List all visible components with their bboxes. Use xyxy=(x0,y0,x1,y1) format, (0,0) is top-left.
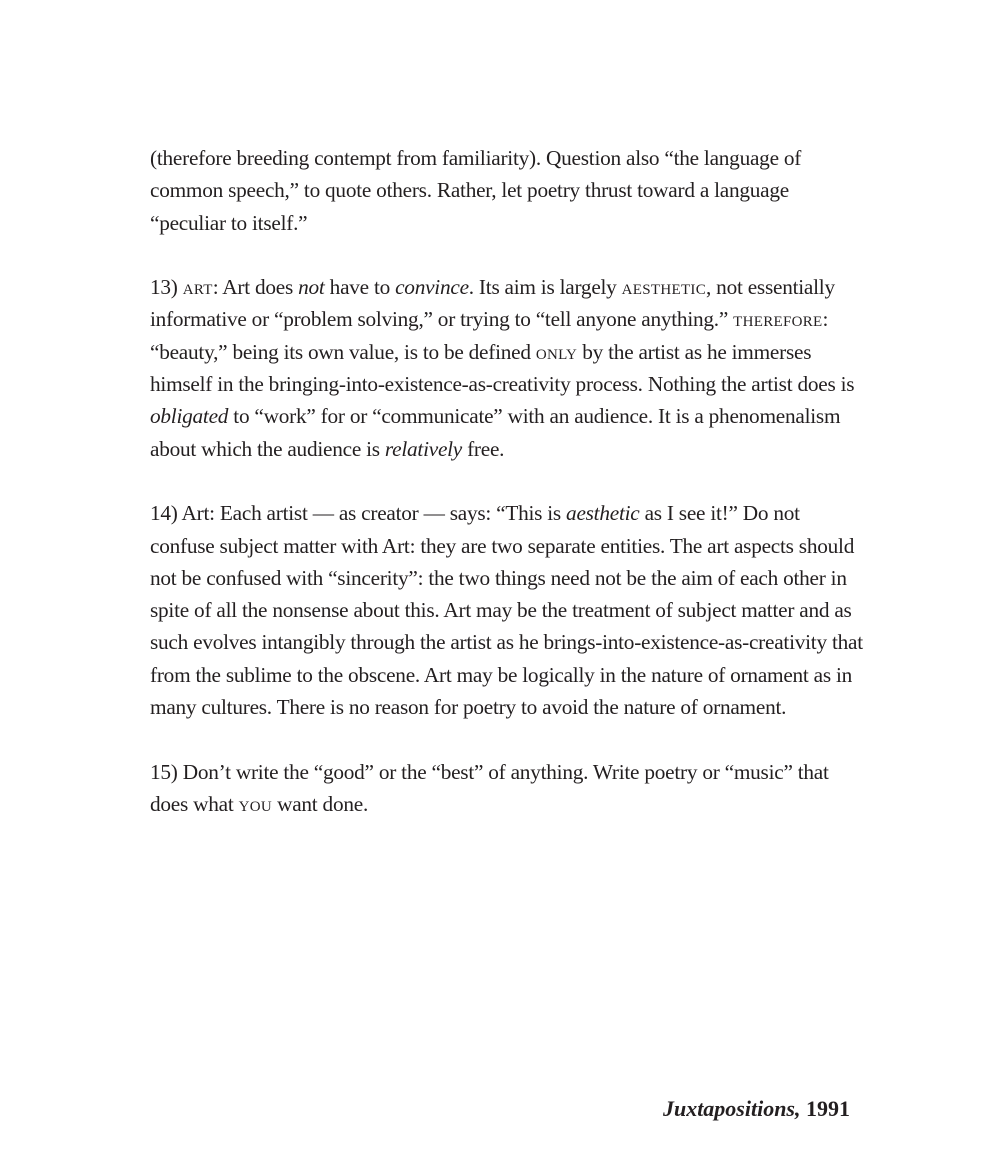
text-run: . Its aim is largely xyxy=(468,275,622,300)
text-run: to “work” for or “communicate” with an audience. It is a phenomenalism about which the audience is xyxy=(150,404,841,461)
paragraph-13 xyxy=(150,271,865,465)
paragraph-14 xyxy=(150,497,865,723)
text-run: : Art does xyxy=(212,275,299,300)
small-caps-term: art xyxy=(182,275,213,300)
small-caps-term: you xyxy=(238,791,272,816)
text-run: have to xyxy=(324,275,396,300)
text-run: by the artist as he immerses himself in the bringing-into-existence-as-creativity process. Nothing the artist does is xyxy=(150,339,855,397)
text-run: 14) Art: Each artist — as creator — says: “This is xyxy=(150,501,567,526)
emphasis: convince xyxy=(395,275,469,300)
text-run: : “beauty,” being its own value, is to be defined xyxy=(150,307,829,364)
text-run: free. xyxy=(462,436,505,461)
footer-book-title: Juxtapositions, xyxy=(662,1096,801,1121)
page-footer xyxy=(663,1096,850,1122)
emphasis: relatively xyxy=(384,436,463,461)
text-run: want done. xyxy=(272,791,369,816)
paragraph-12-continued xyxy=(150,142,865,239)
emphasis: obligated xyxy=(150,404,229,429)
small-caps-term: therefore xyxy=(733,307,823,332)
small-caps-term: aesthetic xyxy=(621,275,707,300)
text-run: (therefore breeding contempt from familiarity). Question also “the language of common speech,” to quote others. Rather, let poetry thrust toward a language “peculiar to itself.” xyxy=(150,146,802,235)
paragraph-15 xyxy=(150,756,865,821)
paragraph-number: 13) xyxy=(150,275,183,300)
emphasis: aesthetic xyxy=(566,501,640,526)
emphasis: not xyxy=(298,275,325,300)
small-caps-term: only xyxy=(535,339,578,364)
footer-year: 1991 xyxy=(800,1096,850,1121)
text-run: as I see it!” Do not confuse subject matter with Art: they are two separate entities. The art aspects should not be confused with “sincerity”: the two things need not be the aim of each other in spite of all the nonsense about this. Art may be the treatment of subject matter and as such evolves intangibly through the artist as he brings-into-existence-as-creativity that from the sublime to the obscene. Art may be logically in the nature of ornament as in many cultures. There is no reason for poetry to avoid the nature of ornament. xyxy=(150,501,863,720)
text-run: 15) Don’t write the “good” or the “best” of anything. Write poetry or “music” that does what xyxy=(150,759,829,816)
body-text xyxy=(150,142,865,820)
text-run: , not essentially informative or “problem solving,” or trying to “tell anyone anything.” xyxy=(150,275,835,332)
